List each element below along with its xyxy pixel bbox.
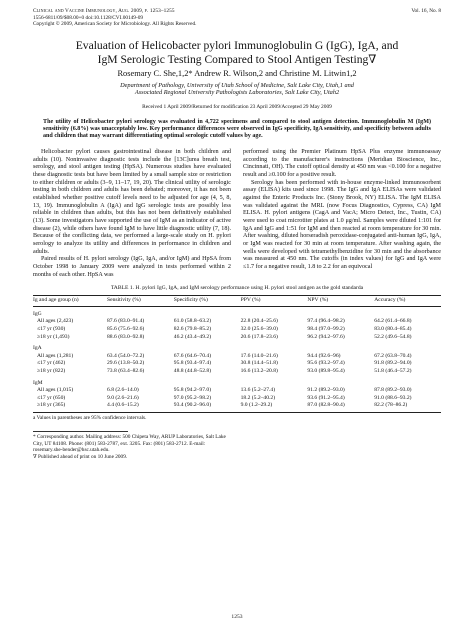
table-cell: 94.4 (92.6–96): [307, 352, 341, 359]
table-cell: All ages (2,423): [37, 318, 74, 325]
table-cell: 87.8 (89.2–93.0): [374, 387, 412, 394]
right-column: [243, 149, 441, 279]
authors: Rosemary C. She,1,2* Andrew R. Wilson,2 and Christine M. Litwin1,2: [117, 68, 357, 78]
title-line-2: IgM Serologic Testing Compared to Stool Antigen Testing∇: [97, 52, 377, 66]
page-number: 1253: [231, 614, 243, 620]
table-cell: ≤17 yr (930): [37, 326, 66, 333]
group-row: [33, 376, 441, 388]
table-caption: TABLE 1. H. pylori IgG, IgA, and IgM serology performance using H. pylori stool antigen as the gold standarda: [110, 285, 364, 292]
table-cell: 91.8 (89.2–94.0): [374, 360, 412, 367]
journal-citation: Clinical and Vaccine Immunology, Aug. 2009, p. 1253–1255: [33, 8, 175, 14]
table-cell: 97.4 (96.4–98.2): [307, 318, 345, 325]
table-cell: 20.6 (17.8–23.6): [240, 333, 278, 340]
performance-table: [33, 295, 441, 413]
table-cell: 87.0 (82.8–90.4): [307, 402, 374, 412]
table-cell: All ages (1,281): [37, 352, 74, 359]
affiliation-line-2: Associated Regional University Pathologists Laboratories, Salt Lake City, Utah2: [134, 89, 340, 97]
group-label: IgG: [33, 310, 42, 317]
column-header: Specificity (%): [174, 296, 241, 307]
table-row: [33, 387, 441, 395]
table-cell: 88.6 (83.0–92.8): [107, 333, 145, 340]
table-cell: 93.6 (91.2–95.4): [307, 394, 345, 401]
table-cell: ≥18 yr (1,493): [37, 333, 70, 340]
table-cell: 46.2 (43.4–49.2): [173, 333, 212, 340]
table-cell: ≥18 yr (822): [37, 368, 66, 375]
abstract: The utility of Helicobacter pylori serology was evaluated in 4,722 specimens and compared to stool antigen detection. Immunoglobulin M (IgM) sensitivity (6.8%) was unacceptably low. Key performance differences were observed in IgG specificity, IgA sensitivity, and specificity between adults and children that may warrant differentiating optimal serologic cutoff values by age.: [43, 118, 431, 139]
group-row: [33, 306, 441, 318]
table-cell: 52.2 (49.6–54.8): [374, 333, 412, 340]
table-row: [33, 360, 441, 368]
table-cell: 83.0 (80.4–85.4): [374, 326, 412, 333]
table-cell: 30.8 (14.4–51.8): [240, 360, 278, 367]
table-cell: 13.6 (5.2–27.4): [240, 387, 276, 394]
column-header: Sensitivity (%): [107, 296, 174, 307]
publication-footnote: ∇ Published ahead of print on 10 June 2009.: [33, 453, 128, 460]
table-cell: 4.4 (0.6–15.2): [107, 402, 174, 412]
table-row: [33, 318, 441, 326]
body-paragraph: Helicobacter pylori causes gastrointestinal disease in both children and adults (10). Noninvasive diagnostic tests include the [13C]urea breath test, serology, and stool antigen testing (HpSA). Numerous studies have evaluated these diagnostic tests but have been limited by a small sample size or restriction to either children or adults (3–9, 11–17, 19, 20). The clinical utility of serologic testing in both children and adults has been debated; moreover, it has not been established whether positive cutoff levels need to be adjusted for age (4, 5, 8, 13, 19). Immunoglobulin A (IgA) and IgG serologic tests are possibly less reliable in children than adults, but this has not been definitively established (13). Some investigators have supported the use of IgM as an indicator of active disease (2), while others have found IgM to have little diagnostic utility (7, 18). Because of the conflicting data, we performed a large-scale study on H. pylori serology to analyze its utility and differences in performance in children and adults.: [33, 149, 231, 255]
table-cell: 95.8 (93.4–97.4): [173, 360, 212, 367]
table-cell: 32.0 (25.6–39.0): [240, 326, 278, 333]
table-row: [33, 402, 441, 412]
table-cell: 29.6 (13.8–50.2): [107, 360, 145, 367]
table-cell: 93.0 (89.8–95.4): [307, 368, 345, 375]
table-cell: 48.8 (44.8–52.8): [173, 368, 212, 375]
table-cell: ≤17 yr (462): [37, 360, 66, 367]
body-paragraph: Serology has been performed with in-house enzyme-linked immunosorbent assay (ELISA) kits used since 1998. The IgG and IgA ELISAs were validated against the Enteric Products Inc. (Stony Brook, NY) ELISA. The IgM ELISA was validated against the MRL (now Focus Diagnostics, Cypress, CA) IgM ELISA. H. pylori antigens (CagA and VacA; Micro Detect, Inc., Tustin, CA) were used to coat microtiter plates at 1.0 μg/ml. Samples were diluted 1:101 for IgA and IgG and 1:51 for IgM and then reacted at room temperature for 30 min. After washing, diluted horseradish peroxidase-conjugated anti-human IgG, IgA, or IgM was reacted for 30 min at room temperature. After washing again, the wells were developed with tetramethylbenzidine for 30 min and the absorbance was measured at 450 nm. The cutoffs (in index values) for IgG and IgA were ≤1.7 for a negative result, 1.8 to 2.2 for an equivocal: [243, 179, 441, 270]
table-cell: 61.0 (58.8–63.2): [173, 318, 212, 325]
article-title: [33, 39, 441, 65]
group-row: [33, 341, 441, 353]
table-cell: 93.4 (90.2–96.0): [174, 402, 241, 412]
table-header-row: [33, 296, 441, 307]
table-cell: 63.4 (54.0–72.2): [107, 352, 145, 359]
group-label: IgM: [33, 379, 43, 386]
affiliations: [33, 82, 441, 97]
table-cell: 95.8 (94.2–97.0): [173, 387, 212, 394]
table-cell: 9.0 (2.6–21.6): [107, 394, 139, 401]
table-cell: ≤17 yr (650): [37, 394, 66, 401]
table-cell: 82.2 (78–86.2): [374, 402, 441, 412]
copyright: Copyright © 2009, American Society for Microbiology. All Rights Reserved.: [33, 21, 197, 27]
table-cell: 97.0 (95.2–98.2): [173, 394, 212, 401]
body-columns: [33, 149, 441, 279]
table-cell: 96.2 (94.2–97.6): [307, 333, 345, 340]
table-cell: 22.8 (20.4–25.6): [240, 318, 278, 325]
body-paragraph: performed using the Premier Platinum HpSA Plus enzyme immunoassay according to the manufacturer's instructions (Meridian Bioscience, Inc., Cincinnati, OH). The cutoff optical density at 450 nm was <0.100 for a negative result and ≥0.100 for a positive result.: [243, 149, 441, 179]
column-header: Ig and age group (n): [33, 296, 107, 307]
table-row: [33, 368, 441, 376]
title-line-1: Evaluation of Helicobacter pylori Immunoglobulin G (IgG), IgA, and: [75, 39, 399, 53]
table-footnote: a Values in parentheses are 95% confidence intervals.: [33, 414, 147, 421]
table-cell: 51.8 (46.4–57.2): [374, 368, 412, 375]
column-header: Accuracy (%): [374, 296, 441, 307]
table-cell: 67.6 (64.6–70.4): [173, 352, 212, 359]
table-cell: ≥18 yr (365): [33, 402, 107, 412]
table-cell: 91.2 (89.2–93.0): [307, 387, 345, 394]
volume-issue: Vol. 16, No. 8: [411, 8, 441, 14]
table-cell: 91.0 (88.6–93.2): [374, 394, 412, 401]
left-column: [33, 149, 231, 279]
table-cell: 18.2 (5.2–40.2): [240, 394, 276, 401]
correspondence-footnote: * Corresponding author. Mailing address: 500 Chipeta Way, ARUP Laboratories, Salt Lake City, UT 84108. Phone: (801) 583-2787, ext. 3205. Fax: (801) 583-2712. E-mail: rosemary.she-bender@hsc.utah.edu.: [33, 434, 226, 454]
table-cell: 82.6 (79.8–85.2): [173, 326, 212, 333]
table-cell: 85.6 (75.6–92.6): [107, 326, 145, 333]
table-cell: All ages (1,015): [37, 387, 74, 394]
journal-header: [33, 0, 441, 15]
table-cell: 95.6 (93.2–97.4): [307, 360, 345, 367]
table-cell: 17.6 (14.0–21.6): [240, 352, 278, 359]
group-label: IgA: [33, 345, 42, 352]
table-cell: 73.8 (63.4–82.6): [107, 368, 145, 375]
table-cell: 98.4 (97.0–99.2): [307, 326, 345, 333]
footnote-divider: [33, 431, 128, 432]
table-row: [33, 326, 441, 334]
received-dates: Received 1 April 2009/Returned for modification 23 April 2009/Accepted 29 May 2009: [142, 104, 332, 110]
table-cell: 67.2 (63.8–70.4): [374, 352, 412, 359]
table-cell: 9.0 (1.2–29.2): [241, 402, 308, 412]
affiliation-line-1: Department of Pathology, University of Utah School of Medicine, Salt Lake City, Utah,1 and: [120, 81, 354, 89]
issn-doi: 1556-6811/09/$08.00+0 doi:10.1128/CVI.00149-09: [33, 14, 144, 21]
table-cell: 6.8 (2.6–14.0): [107, 387, 139, 394]
table-row: [33, 334, 441, 342]
table-cell: 87.6 (83.0–91.4): [107, 318, 145, 325]
column-header: PPV (%): [241, 296, 308, 307]
body-paragraph: Paired results of H. pylori serology (IgG, IgA, and/or IgM) and HpSA from October 1998 to January 2009 were analyzed in tests performed within 2 months of each other. HpSA was: [33, 256, 231, 278]
table-cell: 16.6 (13.2–20.8): [240, 368, 278, 375]
table-1: [33, 285, 441, 421]
column-header: NPV (%): [307, 296, 374, 307]
table-cell: 64.2 (61.4–66.8): [374, 318, 412, 325]
